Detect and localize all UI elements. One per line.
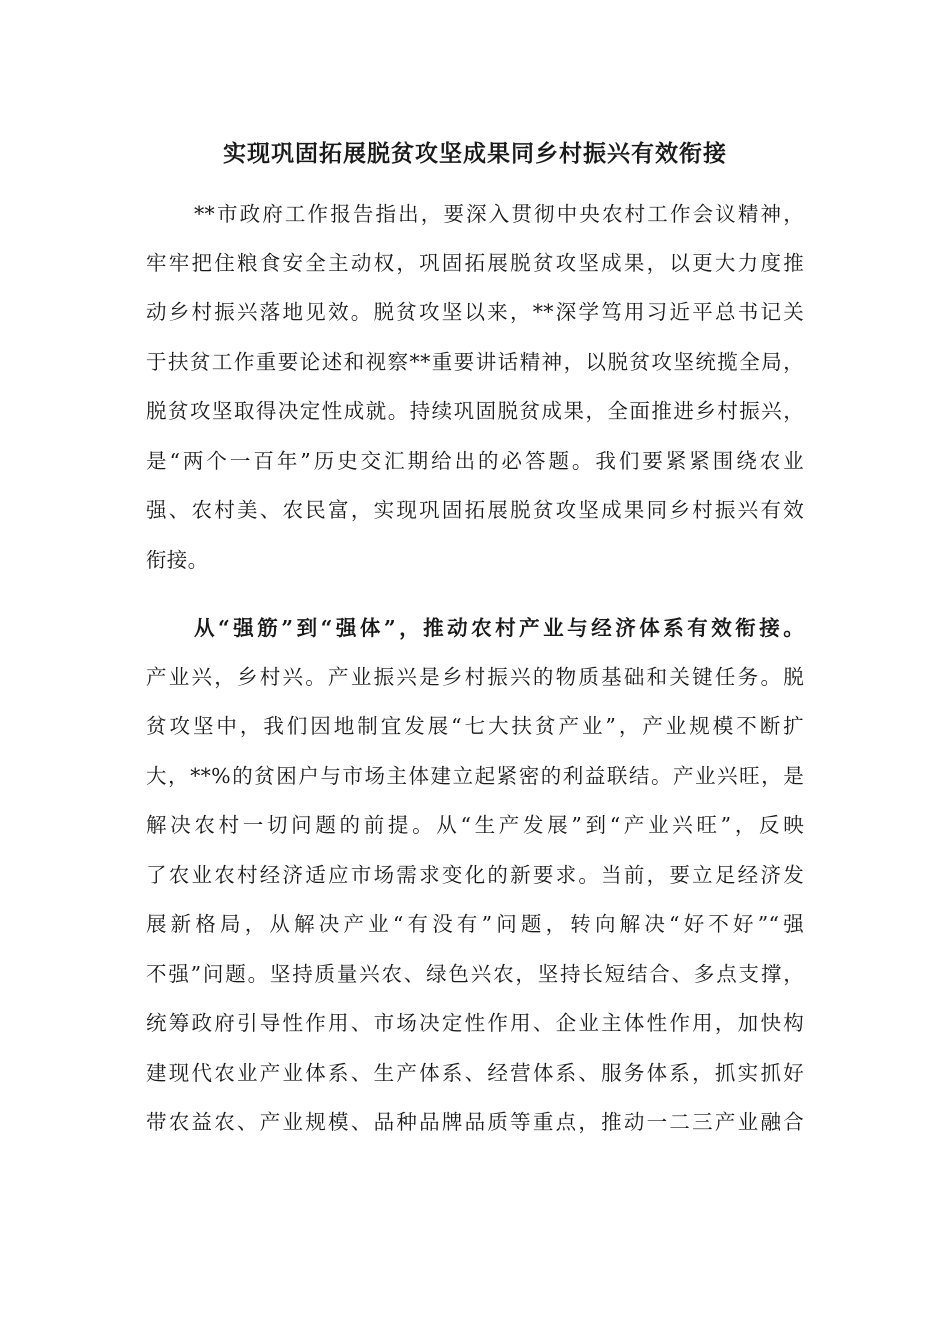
paragraph-line: 大，**%的贫困户与市场主体建立起紧密的利益联结。产业兴旺，是 [146, 764, 804, 788]
paragraph-line: 建现代农业产业体系、生产体系、经营体系、服务体系，抓实抓好 [146, 1061, 804, 1085]
paragraph-line: 于扶贫工作重要论述和视察**重要讲话精神，以脱贫攻坚统揽全局， [146, 350, 804, 374]
paragraph-line: 带农益农、产业规模、品种品牌品质等重点，推动一二三产业融合 [146, 1110, 804, 1134]
paragraph-line: 是“两个一百年”历史交汇期给出的必答题。我们要紧紧围绕农业 [146, 449, 804, 473]
paragraph-line: 解决农村一切问题的前提。从“生产发展”到“产业兴旺”，反映 [146, 813, 804, 837]
paragraph-line: 统筹政府引导性作用、市场决定性作用、企业主体性作用，加快构 [146, 1011, 804, 1035]
paragraph-line: 牢牢把住粮食安全主动权，巩固拓展脱贫攻坚成果，以更大力度推 [146, 251, 804, 275]
paragraph-line: 衔接。 [146, 548, 209, 572]
paragraph-line: 动乡村振兴落地见效。脱贫攻坚以来，**深学笃用习近平总书记关 [146, 300, 804, 324]
paragraph-line: **市政府工作报告指出，要深入贯彻中央农村工作会议精神， [194, 202, 804, 226]
document-title: 实现巩固拓展脱贫攻坚成果同乡村振兴有效衔接 [223, 140, 727, 167]
paragraph-line: 脱贫攻坚取得决定性成就。持续巩固脱贫成果，全面推进乡村振兴， [146, 399, 804, 423]
paragraph-line: 产业兴，乡村兴。产业振兴是乡村振兴的物质基础和关键任务。脱 [146, 665, 804, 689]
paragraph-line: 不强”问题。坚持质量兴农、绿色兴农，坚持长短结合、多点支撑， [146, 962, 804, 986]
paragraph-line: 了农业农村经济适应市场需求变化的新要求。当前，要立足经济发 [146, 863, 804, 887]
paragraph-line: 展新格局，从解决产业“有没有”问题，转向解决“好不好”“强 [146, 912, 804, 936]
paragraph-line: 强、农村美、农民富，实现巩固拓展脱贫攻坚成果同乡村振兴有效 [146, 498, 804, 522]
paragraph-line: 贫攻坚中，我们因地制宜发展“七大扶贫产业”，产业规模不断扩 [146, 714, 804, 738]
section-heading: 从“强筋”到“强体”，推动农村产业与经济体系有效衔接。 [194, 616, 804, 640]
